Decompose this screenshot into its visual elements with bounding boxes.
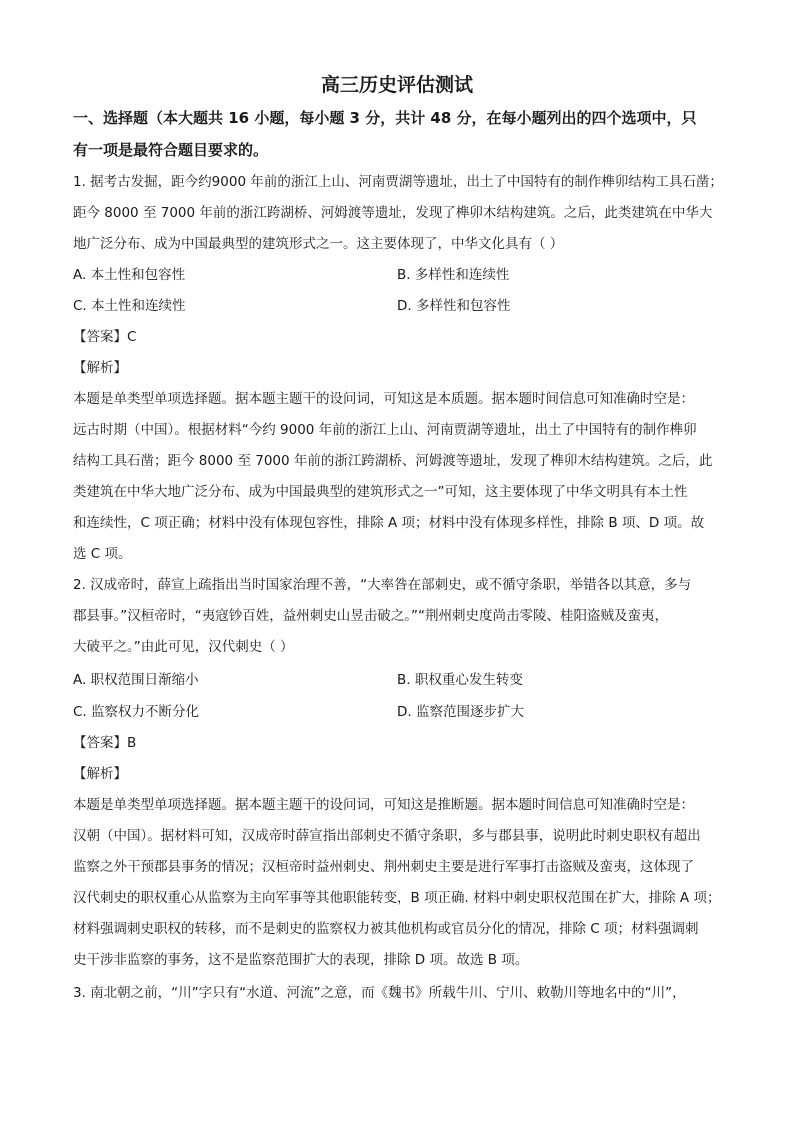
q1-stem-line-2: 距今 8000 至 7000 年前的浙江跨湖桥、河姆渡等遗址，发现了榫卯木结构建筑。之后，此类建筑在中华大 [73,205,713,221]
q1-stem-line-1: 1. 据考古发掘，距今约9000 年前的浙江上山、河南贾湖等遗址，出土了中国特有的制作榫卯结构工具石凿； [73,174,723,190]
q2-answer: 【答案】B [73,735,137,751]
q1-analysis-label: 【解析】 [73,360,127,376]
q2-analysis-line-4: 汉代刺史的职权重心从监察为主向军事等其他职能转变，B 项正确. 材料中刺史职权范围在扩大，排除 A 项； [73,890,721,906]
q2-stem-line-3: 大破平之。”由此可见，汉代刺史（ ） [73,639,294,655]
q1-answer: 【答案】C [73,329,137,345]
q2-stem-line-2: 郡县事。”汉桓帝时，“夷寇钞百姓，益州刺史山昱击破之。”“荆州刺史度尚击零陵、桂阳盗贼及蛮夷， [73,608,668,624]
q1-analysis-line-1: 本题是单类型单项选择题。据本题主题干的设问词，可知这是本质题。据本题时间信息可知准确时空是： [73,391,694,407]
q2-stem-line-1: 2. 汉成帝时，薛宣上疏指出当时国家治理不善，“大率咎在部刺史，或不循守条职，举错各以其意，多与 [73,577,692,593]
q1-analysis-line-4: 类建筑在中华大地广泛分布、成为中国最典型的建筑形式之一”可知，这主要体现了中华文明具有本土性 [73,484,688,500]
q2-option-a: A. 职权范围日渐缩小 [73,672,199,688]
page-title: 高三历史评估测试 [320,74,473,96]
q1-option-b: B. 多样性和连续性 [397,267,510,283]
q1-analysis-line-3: 结构工具石凿；距今 8000 至 7000 年前的浙江跨湖桥、河姆渡等遗址，发现了榫卯木结构建筑。之后，此 [73,453,713,469]
q2-analysis-line-5: 材料强调刺史职权的转移，而不是刺史的监察权力被其他机构或官员分化的情况，排除 C 项；材料强调刺 [73,921,699,937]
q2-option-b: B. 职权重心发生转变 [397,672,523,688]
q3-stem-line-1: 3. 南北朝之前，“川”字只有“水道、河流”之意，而《魏书》所载牛川、宁川、敕勒川等地名中的“川”， [73,985,686,1001]
q1-analysis-line-6: 选 C 项。 [73,546,132,562]
q1-option-a: A. 本土性和包容性 [73,267,186,283]
q1-analysis-line-5: 和连续性，C 项正确；材料中没有体现包容性，排除 A 项；材料中没有体现多样性，排除 B 项、D 项。故 [73,515,705,531]
q2-analysis-label: 【解析】 [73,766,127,782]
q2-analysis-line-3: 监察之外干预郡县事务的情况；汉桓帝时益州刺史、荆州刺史主要是进行军事打击盗贼及蛮夷，这体现了 [73,859,694,875]
q2-analysis-line-2: 汉朝（中国）。据材料可知，汉成帝时薛宣指出部刺史不循守条职，多与郡县事，说明此时刺史职权有超出 [73,828,701,844]
q1-stem-line-3: 地广泛分布、成为中国最典型的建筑形式之一。这主要体现了，中华文化具有（ ） [73,236,564,252]
q2-analysis-line-6: 史干涉非监察的事务，这不是监察范围扩大的表现，排除 D 项。故选 B 项。 [73,952,529,968]
q1-option-d: D. 多样性和包容性 [397,298,511,314]
q1-analysis-line-2: 远古时期（中国）。根据材料“今约 9000 年前的浙江上山、河南贾湖等遗址，出土了中国特有的制作榫卯 [73,422,697,438]
q2-option-c: C. 监察权力不断分化 [73,704,200,720]
q1-option-c: C. 本土性和连续性 [73,298,186,314]
q2-option-d: D. 监察范围逐步扩大 [397,704,524,720]
section-heading-line-2: 有一项是最符合题目要求的。 [73,141,269,159]
q2-analysis-line-1: 本题是单类型单项选择题。据本题主题干的设问词，可知这是推断题。据本题时间信息可知准确时空是： [73,797,694,813]
section-heading-line-1: 一、选择题（本大题共 16 小题，每小题 3 分，共计 48 分，在每小题列出的四个选项中，只 [73,109,697,127]
